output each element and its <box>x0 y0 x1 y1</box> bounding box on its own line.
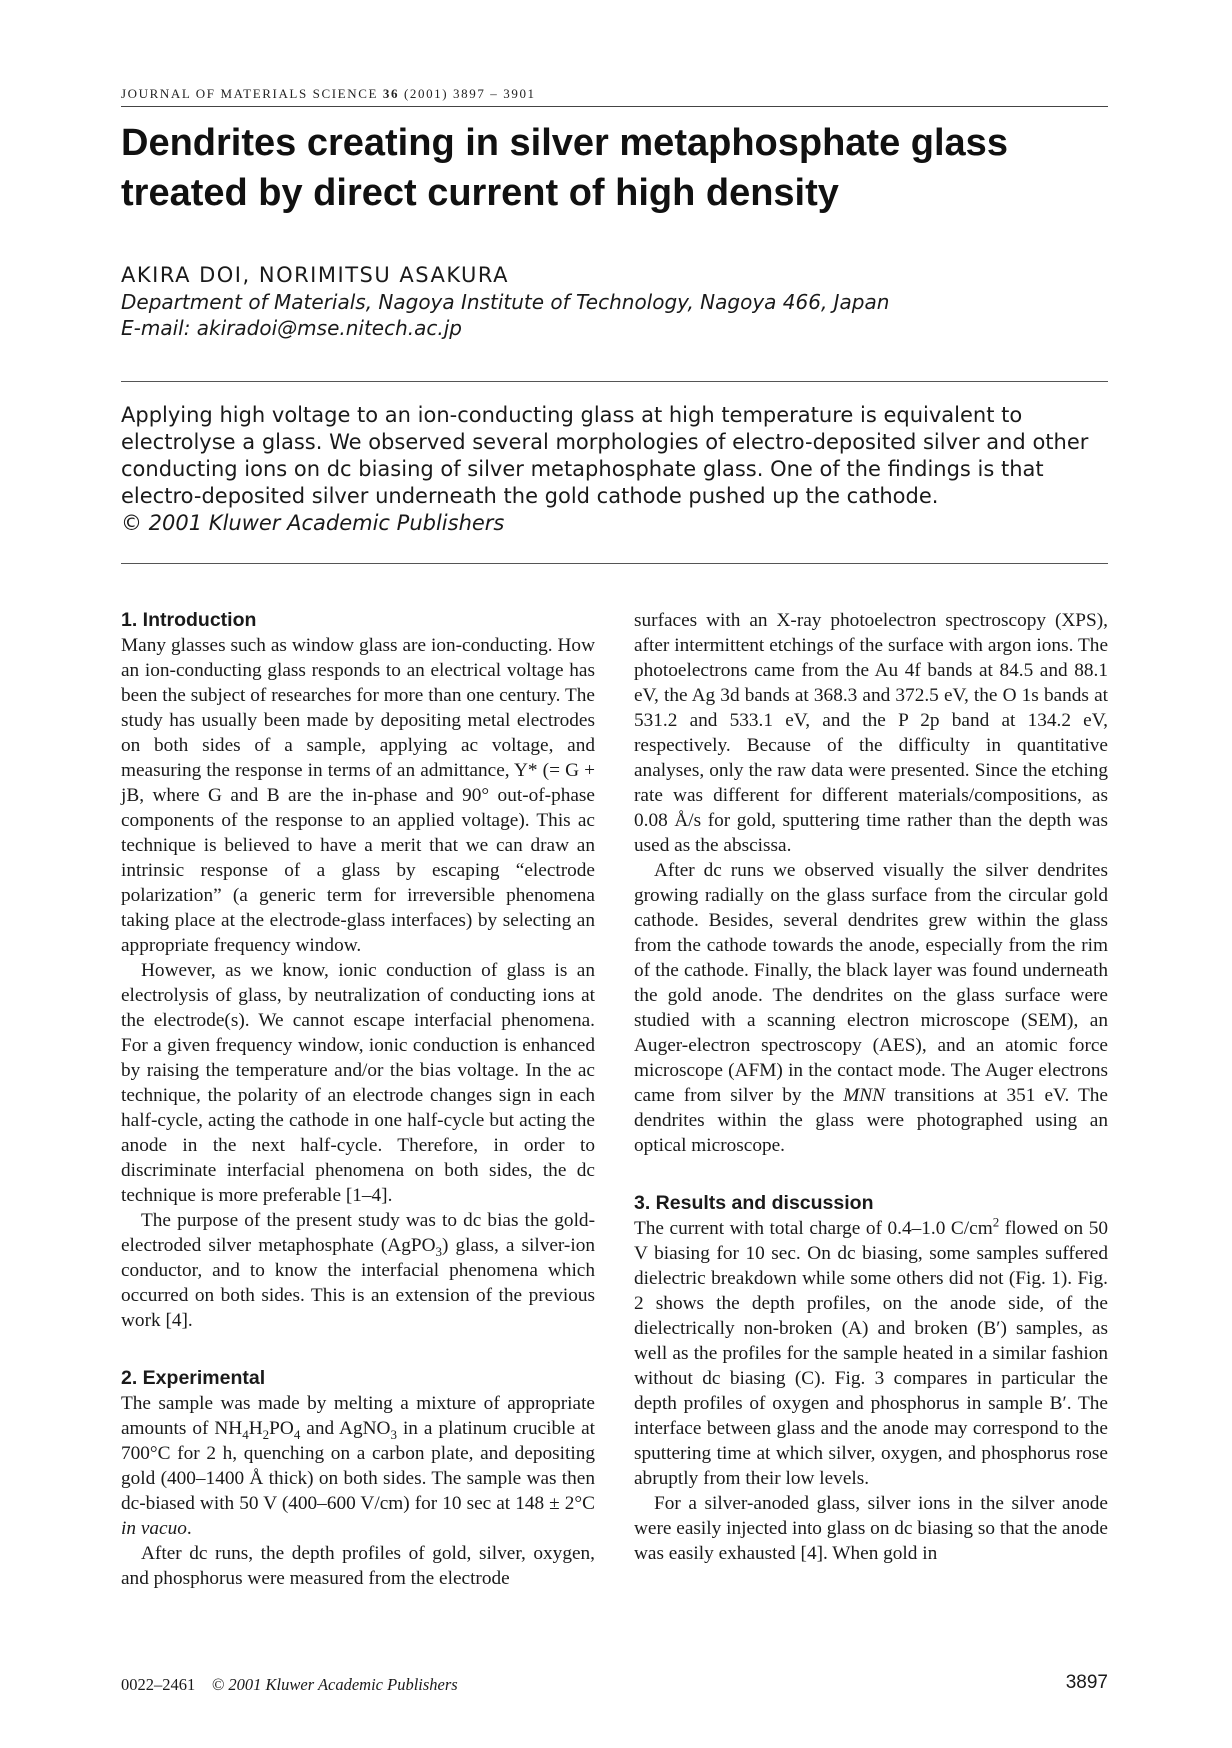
paragraph: The sample was made by melting a mixture of appropriate amounts of $NH_4H_2PO_4$ and AgNO$_3$ in a platinum crucible at 700°C for 2 h, quenching on a carbon plate, and depositing gold (400–1400 Å thick) on both sides. The sample was then dc-biased with 50 V (400–600 V/cm) for 10 sec at 148 ± 2°C in vacuo. <box>121 1393 595 1539</box>
authors: AKIRA DOI, NORIMITSU ASAKURA <box>121 263 510 287</box>
page-number: 3897 <box>1065 1672 1108 1693</box>
running-head <box>121 86 536 102</box>
abstract-copyright: © 2001 Kluwer Academic Publishers <box>121 511 505 535</box>
paragraph: For a silver-anoded glass, silver ions in the silver anode were easily injected into glass on dc biasing so that the anode was easily exhausted [4]. When gold in <box>634 1493 1108 1564</box>
paragraph: The purpose of the present study was to dc bias the gold-electroded silver metaphosphate (AgPO$_3$) glass, a silver-ion conductor, and to know the interfacial phenomena which occurred on both sides. This is an extension of the previous work [4]. <box>121 1210 595 1331</box>
header-rule <box>121 106 1108 107</box>
paragraph: However, as we know, ionic conduction of glass is an electrolysis of glass, by neutralization of conducting ions at the electrode(s). We cannot escape interfacial phenomena. For a given frequency window, ionic conduction is enhanced by raising the temperature and/or the bias voltage. In the ac technique, the polarity of an electrode changes sign in each half-cycle, acting the cathode in one half-cycle but acting the anode in the next half-cycle. Therefore, in order to discriminate interfacial phenomena on both sides, the dc technique is more preferable [1–4]. <box>121 960 595 1206</box>
journal-volume: 36 <box>382 86 400 101</box>
paragraph: After dc runs, the depth profiles of gold, silver, oxygen, and phosphorus were measured from the electrode <box>121 1543 595 1589</box>
paper-page <box>121 0 1108 1748</box>
section-heading-results: 3. Results and discussion <box>634 1192 874 1214</box>
section-heading-experimental: 2. Experimental <box>121 1367 266 1389</box>
abstract-text: Applying high voltage to an ion-conducting glass at high temperature is equivalent to electrolyse a glass. We observed several morphologies of electro-deposited silver and other conducting ions on dc biasing of silver metaphosphate glass. One of the findings is that electro-deposited silver underneath the gold cathode pushed up the cathode. <box>121 403 1089 508</box>
abstract <box>121 402 1101 537</box>
email: E-mail: akiradoi@mse.nitech.ac.jp <box>121 316 462 340</box>
affiliation: Department of Materials, Nagoya Institute of Technology, Nagoya 466, Japan <box>121 290 890 314</box>
right-column <box>634 608 1108 1566</box>
section-heading-introduction: 1. Introduction <box>121 609 257 631</box>
journal-year-pages: (2001) 3897 – 3901 <box>399 86 536 101</box>
paragraph: surfaces with an X-ray photoelectron spectroscopy (XPS), after intermittent etchings of the surface with argon ions. The photoelectrons came from the Au 4f bands at 84.5 and 88.1 eV, the Ag 3d bands at 368.3 and 372.5 eV, the O 1s bands at 531.2 and 533.1 eV, and the P 2p band at 134.2 eV, respectively. Because of the difficulty in quantitative analyses, only the raw data were presented. Since the etching rate was different for different materials/compositions, as 0.08 Å/s for gold, sputtering time rather than the depth was used as the abscissa. <box>634 610 1108 856</box>
journal-name: JOURNAL OF MATERIALS SCIENCE <box>121 86 383 101</box>
footer-issn-copyright: 0022–2461 © 2001 Kluwer Academic Publishers <box>121 1675 458 1694</box>
paper-title: Dendrites creating in silver metaphosphate glass treated by direct current of high density <box>121 122 1008 214</box>
paragraph: Many glasses such as window glass are ion-conducting. How an ion-conducting glass responds to an electrical voltage has been the subject of researches for more than one century. The study has usually been made by depositing metal electrodes on both sides of a sample, applying ac voltage, and measuring the response in terms of an admittance, Y* (= G + jB, where G and B are the in-phase and 90° out-of-phase components of the response to an applied voltage). This ac technique is believed to have a merit that we can draw an intrinsic response of a glass by escaping “electrode polarization” (a generic term for irreversible phenomena taking place at the electrode-glass interfaces) by selecting an appropriate frequency window. <box>121 635 595 956</box>
affiliation-block <box>121 289 889 341</box>
paragraph: The current with total charge of 0.4–1.0 $C/cm^2$ flowed on 50 V biasing for 10 sec. On dc biasing, some samples suffered dielectric breakdown while some others did not (Fig. 1). Fig. 2 shows the depth profiles, on the anode side, of the dielectrically non-broken (A) and broken (B′) samples, as well as the profiles for the sample heated in a similar fashion without dc biasing (C). Fig. 3 compares in particular the depth profiles of oxygen and phosphorus in sample B′. The interface between glass and the anode may correspond to the sputtering time at which silver, oxygen, and phosphorus rose abruptly from their low levels. <box>634 1214 1108 1489</box>
left-column <box>121 608 595 1591</box>
abstract-rule-bottom <box>121 563 1108 564</box>
abstract-rule-top <box>121 381 1108 382</box>
paragraph: After dc runs we observed visually the silver dendrites growing radially on the glass surface from the circular gold cathode. Besides, several dendrites grew within the glass from the cathode towards the anode, especially from the rim of the cathode. Finally, the black layer was found underneath the gold anode. The dendrites on the glass surface were studied with a scanning electron microscope (SEM), an Auger-electron spectroscopy (AES), and an atomic force microscope (AFM) in the contact mode. The Auger electrons came from silver by the MNN transitions at 351 eV. The dendrites within the glass were photographed using an optical microscope. <box>634 860 1108 1156</box>
